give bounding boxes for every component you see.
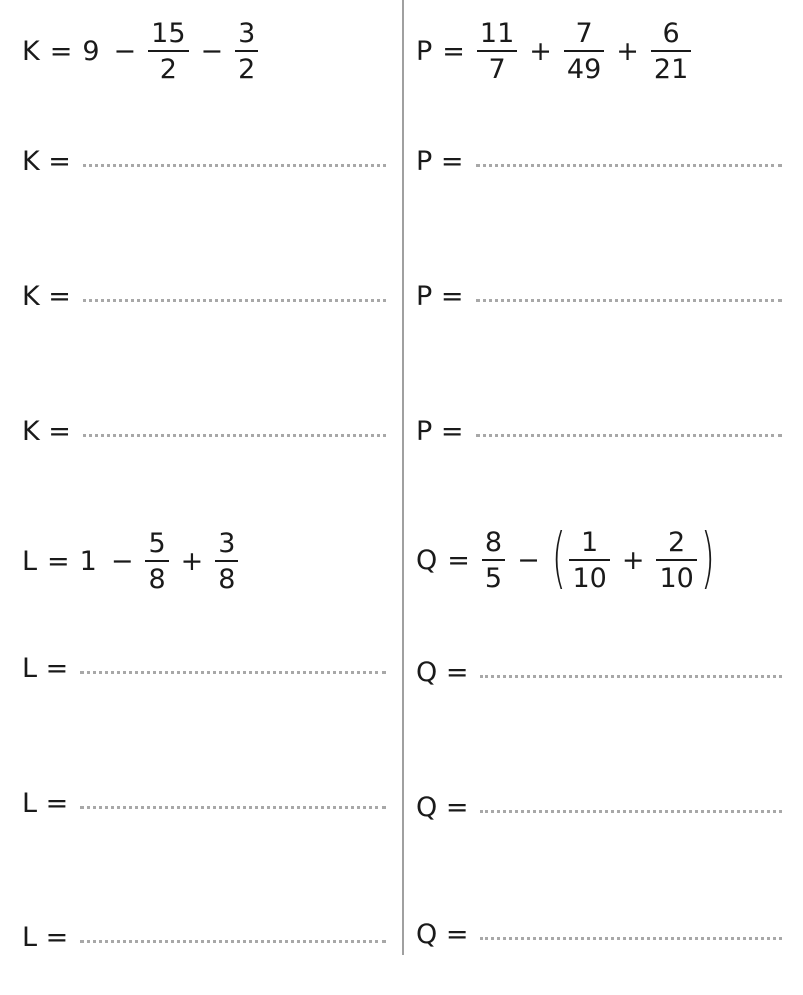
answer-line-k[interactable] [22, 283, 386, 310]
denominator: 49 [566, 54, 602, 85]
answer-label: L = [22, 788, 69, 819]
operator: + [180, 546, 204, 577]
numerator: 15 [151, 18, 186, 49]
answer-line-k[interactable] [22, 148, 386, 175]
answer-label: P = [416, 281, 464, 312]
column-divider [402, 0, 404, 955]
fraction [145, 530, 168, 593]
denominator: 10 [572, 562, 607, 594]
dotted-answer-blank[interactable] [80, 670, 386, 674]
numerator: 11 [479, 18, 515, 49]
dotted-answer-blank[interactable] [80, 805, 386, 809]
answer-label: Q = [416, 792, 469, 823]
fraction [569, 526, 609, 594]
equals-sign: = [49, 36, 73, 67]
operator: + [616, 36, 639, 67]
answer-label: L = [22, 653, 69, 684]
variable-label: K [22, 36, 40, 67]
answer-line-l[interactable] [22, 924, 386, 951]
operator: − [110, 546, 134, 577]
answer-line-p[interactable] [416, 283, 782, 310]
answer-line-q[interactable] [416, 659, 782, 686]
dotted-answer-blank[interactable] [476, 433, 783, 437]
denominator: 2 [238, 54, 256, 85]
denominator: 8 [148, 564, 166, 595]
denominator: 7 [488, 54, 506, 85]
expression-q [416, 519, 717, 596]
fraction [235, 20, 258, 83]
numerator: 2 [668, 526, 686, 558]
answer-label: Q = [416, 919, 469, 950]
dotted-answer-blank[interactable] [83, 433, 386, 437]
variable-label: Q [416, 544, 438, 576]
operator: − [113, 36, 137, 67]
fraction [148, 20, 188, 83]
fraction [477, 20, 517, 83]
integer-term: 9 [82, 36, 100, 67]
dotted-answer-blank[interactable] [480, 936, 782, 940]
denominator: 21 [653, 54, 689, 85]
denominator: 2 [159, 54, 177, 85]
expression-p [416, 20, 693, 83]
answer-line-q[interactable] [416, 794, 782, 821]
answer-line-l[interactable] [22, 655, 386, 682]
equals-sign: = [442, 36, 465, 67]
answer-line-p[interactable] [416, 148, 782, 175]
expression-l [22, 530, 240, 593]
equals-sign: = [47, 546, 70, 577]
fraction [482, 526, 505, 594]
fraction [215, 530, 238, 593]
numerator: 5 [148, 528, 166, 559]
answer-label: L = [22, 922, 69, 953]
answer-line-p[interactable] [416, 418, 782, 445]
answer-label: P = [416, 146, 464, 177]
answer-line-q[interactable] [416, 921, 782, 948]
dotted-answer-blank[interactable] [80, 939, 386, 943]
operator: − [517, 544, 540, 576]
answer-line-l[interactable] [22, 790, 386, 817]
numerator: 3 [238, 18, 256, 49]
answer-label: Q = [416, 657, 469, 688]
answer-label: K = [22, 281, 71, 312]
integer-term: 1 [79, 546, 97, 577]
operator: + [621, 544, 645, 576]
dotted-answer-blank[interactable] [480, 674, 782, 678]
answer-label: P = [416, 416, 464, 447]
expression-k [22, 20, 260, 83]
variable-label: P [416, 36, 433, 67]
numerator: 8 [484, 526, 503, 558]
denominator: 10 [659, 562, 694, 594]
fraction [651, 20, 691, 83]
numerator: 7 [575, 18, 593, 49]
operator: − [200, 36, 224, 67]
dotted-answer-blank[interactable] [83, 298, 386, 302]
denominator: 5 [484, 562, 503, 594]
operator: + [529, 36, 552, 67]
equals-sign: = [447, 544, 470, 576]
numerator: 1 [581, 526, 599, 558]
numerator: 3 [218, 528, 236, 559]
dotted-answer-blank[interactable] [476, 163, 783, 167]
answer-line-k[interactable] [22, 418, 386, 445]
fraction [564, 20, 604, 83]
answer-label: K = [22, 146, 71, 177]
dotted-answer-blank[interactable] [476, 298, 783, 302]
denominator: 8 [218, 564, 236, 595]
answer-label: K = [22, 416, 71, 447]
left-parenthesis: ( [551, 519, 566, 596]
dotted-answer-blank[interactable] [480, 809, 782, 813]
fraction [656, 526, 696, 594]
variable-label: L [22, 546, 38, 577]
right-parenthesis: ) [700, 519, 715, 596]
numerator: 6 [662, 18, 680, 49]
dotted-answer-blank[interactable] [83, 163, 386, 167]
